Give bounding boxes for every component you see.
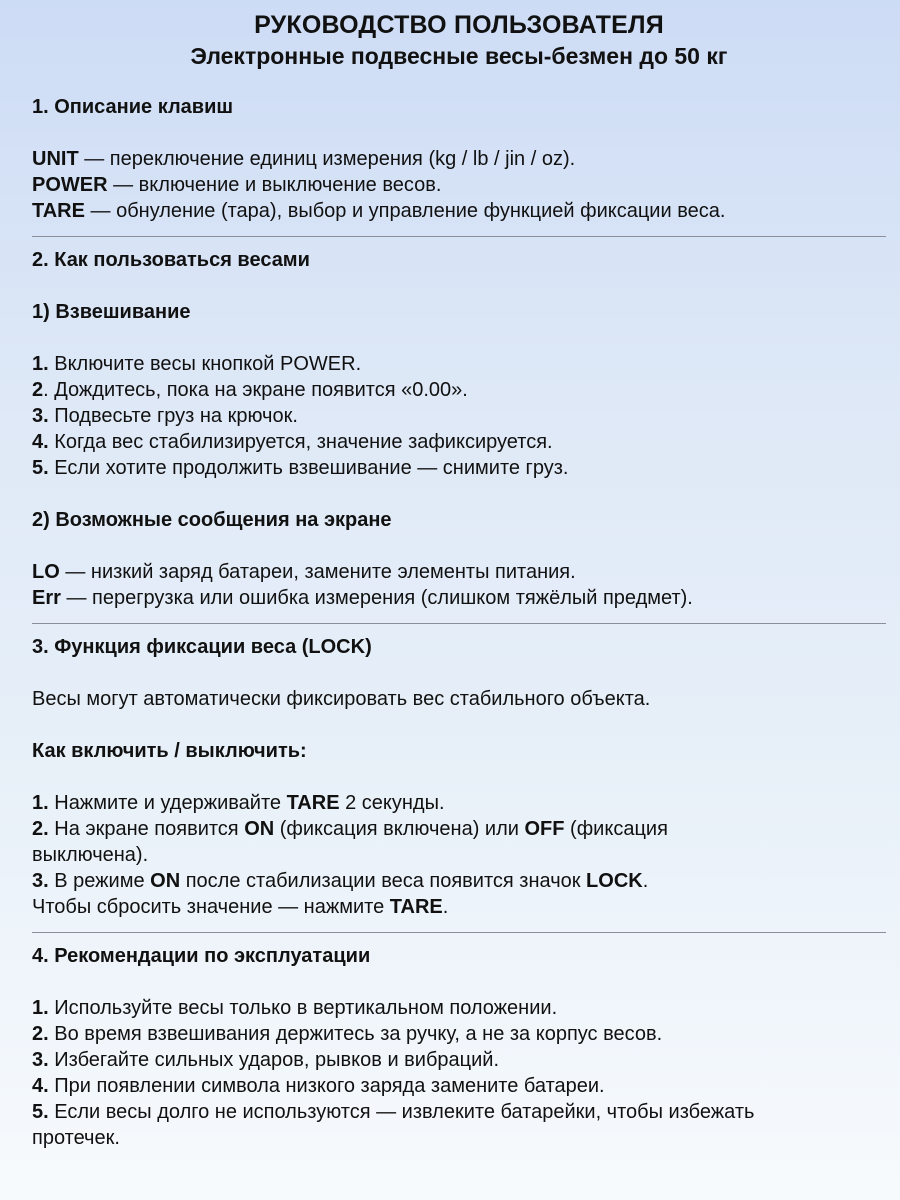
- key-item-unit: [32, 146, 886, 172]
- step-text: При появлении символа низкого заряда замените батареи.: [48, 1075, 605, 1097]
- key-label: TARE: [286, 792, 340, 814]
- section-heading: 1. Описание клавиш: [32, 96, 234, 118]
- subsection-heading-weighing: 1) Взвешивание: [32, 301, 191, 323]
- list-item: [32, 1021, 886, 1047]
- key-item-tare: [32, 198, 886, 224]
- list-item: [32, 1047, 886, 1073]
- step-text: Когда вес стабилизируется, значение зафиксируется.: [48, 431, 553, 453]
- message-desc: — низкий заряд батареи, замените элементы питания.: [59, 561, 576, 583]
- message-desc: — перегрузка или ошибка измерения (слишком тяжёлый предмет).: [60, 587, 693, 609]
- step-number: 5.: [32, 1101, 49, 1123]
- step-text: В режиме: [48, 870, 151, 892]
- step-text: Во время взвешивания держитесь за ручку, а не за корпус весов.: [48, 1023, 663, 1045]
- key-desc: — включение и выключение весов.: [107, 174, 442, 196]
- step-number: 1.: [32, 792, 49, 814]
- step-text: 2 секунды.: [339, 792, 445, 814]
- key-item-power: [32, 172, 886, 198]
- step-number: 1.: [32, 997, 49, 1019]
- list-item: [32, 377, 886, 403]
- step-text: после стабилизации веса появится значок: [180, 870, 587, 892]
- step-text: Избегайте сильных ударов, рывков и вибраций.: [48, 1049, 500, 1071]
- step-text: Если хотите продолжить взвешивание — снимите груз.: [48, 457, 569, 479]
- reset-instruction: [32, 894, 886, 920]
- list-item: [32, 455, 886, 481]
- section-lock-function: [32, 634, 886, 920]
- lock-label: LOCK: [586, 870, 643, 892]
- page-title: РУКОВОДСТВО ПОЛЬЗОВАТЕЛЯ: [254, 11, 664, 39]
- section-heading: 4. Рекомендации по эксплуатации: [32, 945, 371, 967]
- list-item: [32, 790, 886, 816]
- mode-label-on: ON: [244, 818, 275, 840]
- divider: [32, 932, 886, 933]
- key-label: UNIT: [32, 148, 79, 170]
- divider: [32, 623, 886, 624]
- list-item: [32, 403, 886, 429]
- section-how-to-use: [32, 247, 886, 611]
- divider: [32, 236, 886, 237]
- message-item-err: [32, 585, 886, 611]
- step-text: Подвесьте груз на крючок.: [48, 405, 298, 427]
- list-item: [32, 351, 886, 377]
- step-number: 5.: [32, 457, 49, 479]
- step-text: .: [642, 870, 649, 892]
- step-text: Если весы долго не используются — извлеките батарейки, чтобы избежать: [48, 1101, 755, 1123]
- section-heading: 3. Функция фиксации веса (LOCK): [32, 636, 372, 658]
- section-heading: 2. Как пользоваться весами: [32, 249, 310, 271]
- step-number: 2: [32, 379, 44, 401]
- step-number: 3.: [32, 870, 49, 892]
- key-desc: — переключение единиц измерения (kg / lb / jin / oz).: [78, 148, 576, 170]
- step-number: 2.: [32, 818, 49, 840]
- step-number: 3.: [32, 1049, 49, 1071]
- message-item-lo: [32, 559, 886, 585]
- list-item-continuation: выключена).: [32, 844, 149, 866]
- lock-intro: Весы могут автоматически фиксировать вес стабильного объекта.: [32, 688, 651, 710]
- step-number: 4.: [32, 1075, 49, 1097]
- message-code: Err: [32, 587, 61, 609]
- step-text: . Дождитесь, пока на экране появится «0.00».: [43, 379, 468, 401]
- list-item: [32, 868, 886, 894]
- list-item: [32, 1099, 886, 1125]
- step-number: 3.: [32, 405, 49, 427]
- key-label: POWER: [32, 174, 108, 196]
- lock-how-heading: Как включить / выключить:: [32, 740, 307, 762]
- step-text: Чтобы сбросить значение — нажмите: [32, 896, 390, 918]
- step-text: Включите весы кнопкой POWER.: [48, 353, 362, 375]
- key-label: TARE: [32, 200, 85, 222]
- title-block: [32, 0, 886, 72]
- step-number: 1.: [32, 353, 49, 375]
- step-text: На экране появится: [48, 818, 245, 840]
- key-desc: — обнуление (тара), выбор и управление функцией фиксации веса.: [84, 200, 726, 222]
- section-recommendations: [32, 943, 886, 1151]
- page-subtitle: Электронные подвесные весы-безмен до 50 кг: [190, 43, 728, 69]
- list-item: [32, 1073, 886, 1099]
- step-text: (фиксация: [564, 818, 668, 840]
- list-item: [32, 995, 886, 1021]
- section-key-description: [32, 94, 886, 224]
- step-text: .: [442, 896, 449, 918]
- list-item-continuation: протечек.: [32, 1127, 120, 1149]
- step-number: 2.: [32, 1023, 49, 1045]
- step-text: Используйте весы только в вертикальном положении.: [48, 997, 558, 1019]
- step-text: Нажмите и удерживайте: [48, 792, 287, 814]
- list-item: [32, 816, 886, 842]
- subsection-heading-messages: 2) Возможные сообщения на экране: [32, 509, 392, 531]
- key-label: TARE: [389, 896, 443, 918]
- list-item: [32, 429, 886, 455]
- step-text: (фиксация включена) или: [274, 818, 525, 840]
- mode-label-on: ON: [150, 870, 181, 892]
- step-number: 4.: [32, 431, 49, 453]
- message-code: LO: [32, 561, 60, 583]
- mode-label-off: OFF: [524, 818, 565, 840]
